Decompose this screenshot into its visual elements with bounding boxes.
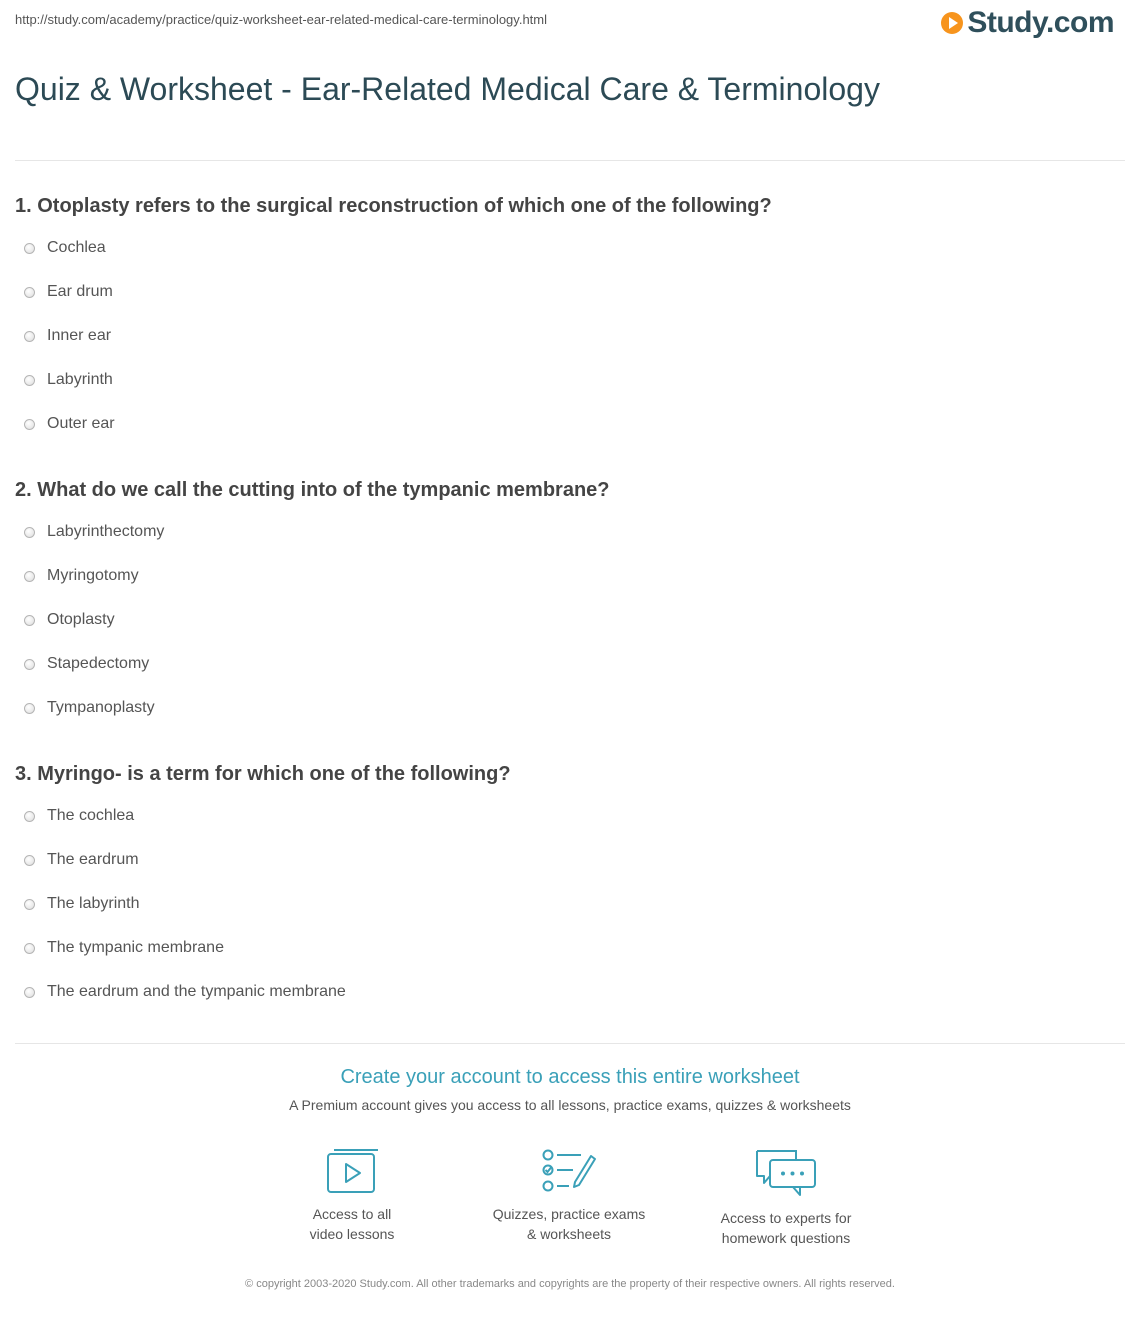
radio-button[interactable] — [24, 375, 35, 386]
chat-bubbles-icon — [754, 1148, 818, 1198]
radio-button[interactable] — [24, 331, 35, 342]
radio-button[interactable] — [24, 527, 35, 538]
radio-button[interactable] — [24, 419, 35, 430]
radio-button[interactable] — [24, 243, 35, 254]
option-label: The eardrum — [47, 851, 139, 868]
radio-button[interactable] — [24, 987, 35, 998]
q1-option-1[interactable] — [24, 239, 106, 257]
copyright-footer: © copyright 2003-2020 Study.com. All other trademarks and copyrights are the property of their respective owners. All rights reserved. — [245, 1278, 895, 1290]
option-label: Labyrinth — [47, 371, 113, 388]
radio-button[interactable] — [24, 615, 35, 626]
feature-label: Access to experts for homework questions — [720, 1210, 852, 1246]
feature-quizzes — [469, 1148, 669, 1244]
q2-option-1[interactable] — [24, 523, 164, 541]
feature-label: Quizzes, practice exams & worksheets — [492, 1206, 646, 1242]
page-url: http://study.com/academy/practice/quiz-worksheet-ear-related-medical-care-terminology.html — [15, 12, 547, 27]
option-label: Ear drum — [47, 283, 113, 300]
question-1: 1. Otoplasty refers to the surgical reconstruction of which one of the following? — [15, 195, 772, 217]
option-label: Labyrinthectomy — [47, 523, 165, 540]
radio-button[interactable] — [24, 659, 35, 670]
q3-option-4[interactable] — [24, 939, 224, 957]
option-label: Myringotomy — [47, 567, 139, 584]
create-account-link[interactable]: Create your account to access this entire worksheet — [340, 1066, 800, 1088]
option-label: Outer ear — [47, 415, 115, 432]
option-label: Inner ear — [47, 327, 112, 344]
q2-option-5[interactable] — [24, 699, 155, 717]
feature-video-lessons — [252, 1148, 452, 1244]
radio-button[interactable] — [24, 703, 35, 714]
feature-experts — [686, 1148, 886, 1248]
q1-option-4[interactable] — [24, 371, 113, 389]
q3-option-3[interactable] — [24, 895, 140, 913]
logo-text: Study.com — [967, 6, 1114, 39]
option-label: Otoplasty — [47, 611, 115, 628]
page-title: Quiz & Worksheet - Ear-Related Medical Care & Terminology — [15, 71, 880, 107]
option-label: The eardrum and the tympanic membrane — [47, 983, 346, 1000]
play-logo-icon — [941, 12, 963, 34]
question-3: 3. Myringo- is a term for which one of the following? — [15, 763, 511, 785]
q3-option-5[interactable] — [24, 983, 346, 1001]
q2-option-4[interactable] — [24, 655, 149, 673]
quiz-checklist-icon — [541, 1148, 597, 1194]
divider — [15, 160, 1125, 161]
q1-option-2[interactable] — [24, 283, 113, 301]
option-label: The labyrinth — [47, 895, 140, 912]
option-label: Tympanoplasty — [47, 699, 155, 716]
option-label: The tympanic membrane — [47, 939, 224, 956]
radio-button[interactable] — [24, 899, 35, 910]
radio-button[interactable] — [24, 943, 35, 954]
feature-label: Access to all video lessons — [309, 1206, 395, 1242]
q2-option-3[interactable] — [24, 611, 115, 629]
option-label: Cochlea — [47, 239, 106, 256]
q2-option-2[interactable] — [24, 567, 139, 585]
q3-option-2[interactable] — [24, 851, 139, 869]
option-label: The cochlea — [47, 807, 135, 824]
q1-option-5[interactable] — [24, 415, 115, 433]
q1-option-3[interactable] — [24, 327, 111, 345]
video-lessons-icon — [326, 1148, 378, 1194]
question-2: 2. What do we call the cutting into of the tympanic membrane? — [15, 479, 610, 501]
radio-button[interactable] — [24, 811, 35, 822]
option-label: Stapedectomy — [47, 655, 150, 672]
radio-button[interactable] — [24, 855, 35, 866]
radio-button[interactable] — [24, 571, 35, 582]
divider — [15, 1043, 1125, 1044]
cta-subtitle: A Premium account gives you access to all lessons, practice exams, quizzes & worksheets — [289, 1097, 851, 1113]
q3-option-1[interactable] — [24, 807, 134, 825]
study-logo[interactable] — [941, 6, 1114, 40]
radio-button[interactable] — [24, 287, 35, 298]
